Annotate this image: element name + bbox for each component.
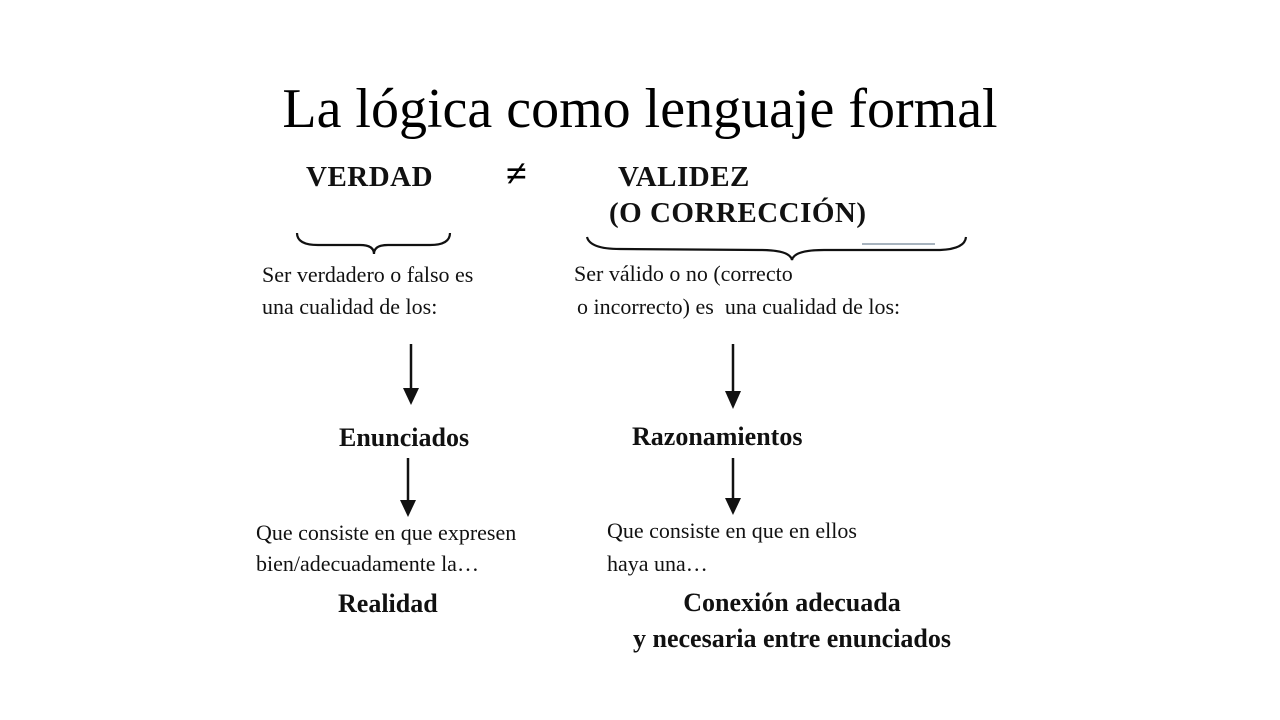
- validez-description-line-1: Ser válido o no (correcto: [574, 261, 793, 286]
- left-arrow-2: [400, 458, 416, 517]
- enunciados-consists-line-2: bien/adecuadamente la…: [256, 551, 479, 576]
- validez-heading: VALIDEZ: [618, 161, 750, 193]
- left-brace: [297, 233, 450, 254]
- razonamientos-consists-line-1: Que consiste en que en ellos: [607, 518, 857, 543]
- not-equal-icon: ≠: [506, 153, 527, 195]
- verdad-description-line-1: Ser verdadero o falso es: [262, 262, 474, 287]
- razonamientos-term: Razonamientos: [632, 422, 803, 451]
- enunciados-term: Enunciados: [339, 423, 470, 452]
- enunciados-consists-line-1: Que consiste en que expresen: [256, 520, 517, 545]
- conexion-result-line-2: y necesaria entre enunciados: [633, 624, 951, 653]
- verdad-description-line-2: una cualidad de los:: [262, 294, 438, 319]
- right-arrow-2: [725, 458, 741, 515]
- right-arrow-1: [725, 344, 741, 409]
- slide-title: La lógica como lenguaje formal: [282, 78, 998, 140]
- razonamientos-consists-line-2: haya una…: [607, 551, 708, 576]
- verdad-heading: VERDAD: [306, 161, 434, 193]
- correccion-heading: (O CORRECCIÓN): [609, 197, 867, 229]
- left-arrow-1: [403, 344, 419, 405]
- conexion-result-line-1: Conexión adecuada: [683, 588, 901, 617]
- realidad-result: Realidad: [338, 589, 438, 618]
- validez-description-line-2: o incorrecto) es una cualidad de los:: [577, 294, 901, 319]
